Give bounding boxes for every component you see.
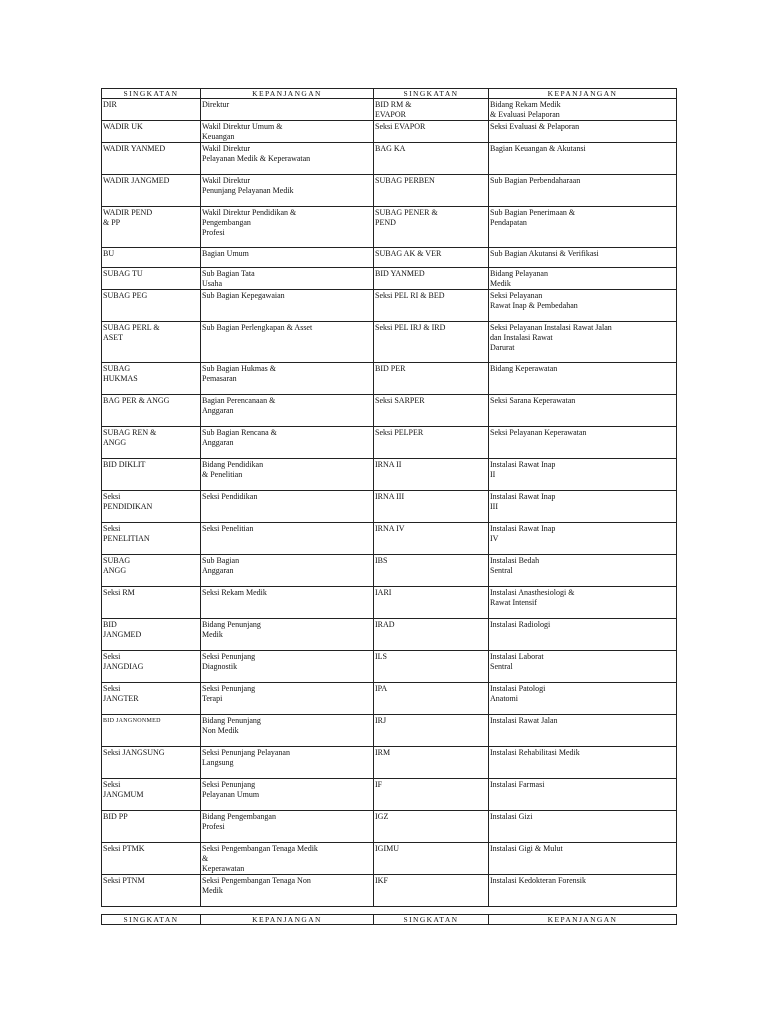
expansion-cell: Instalasi Laborat Sentral: [489, 651, 677, 683]
abbreviation-cell: BID JANGNONMED: [102, 715, 201, 747]
abbreviation-cell: Seksi PENDIDIKAN: [102, 491, 201, 523]
expansion-cell: Bagian Umum: [201, 248, 374, 268]
abbreviation-cell: BU: [102, 248, 201, 268]
header-singkatan-2: SINGKATAN: [374, 915, 489, 925]
abbreviation-cell: Seksi JANGSUNG: [102, 747, 201, 779]
table-row: [102, 268, 677, 290]
expansion-cell: Sub Bagian Perbendaharaan: [489, 175, 677, 207]
expansion-cell: Bidang Pendidikan & Penelitian: [201, 459, 374, 491]
abbreviation-cell: SUBAG ANGG: [102, 555, 201, 587]
expansion-cell: Bidang Pelayanan Medik: [489, 268, 677, 290]
abbreviation-cell: Seksi PEL RI & BED: [374, 290, 489, 322]
expansion-cell: Instalasi Radiologi: [489, 619, 677, 651]
expansion-cell: Bagian Keuangan & Akutansi: [489, 143, 677, 175]
expansion-cell: Instalasi Patologi Anatomi: [489, 683, 677, 715]
expansion-cell: Bidang Penunjang Medik: [201, 619, 374, 651]
abbreviation-cell: BAG KA: [374, 143, 489, 175]
expansion-cell: Bidang Keperawatan: [489, 363, 677, 395]
expansion-cell: Seksi Rekam Medik: [201, 587, 374, 619]
expansion-cell: Instalasi Rawat Inap III: [489, 491, 677, 523]
abbreviation-cell: BID DIKLIT: [102, 459, 201, 491]
abbreviation-cell: BID YANMED: [374, 268, 489, 290]
table-row: [102, 322, 677, 363]
abbreviation-cell: IKF: [374, 875, 489, 907]
abbreviation-cell: SUBAG PERL & ASET: [102, 322, 201, 363]
table-row: [102, 715, 677, 747]
expansion-cell: Bagian Perencanaan & Anggaran: [201, 395, 374, 427]
table-row: [102, 290, 677, 322]
expansion-cell: Sub Bagian Kepegawaian: [201, 290, 374, 322]
abbreviation-cell: SUBAG PENER & PEND: [374, 207, 489, 248]
abbreviation-cell: IBS: [374, 555, 489, 587]
expansion-cell: Seksi Pengembangan Tenaga Non Medik: [201, 875, 374, 907]
expansion-cell: Seksi Penelitian: [201, 523, 374, 555]
abbreviation-cell: SUBAG REN & ANGG: [102, 427, 201, 459]
abbreviation-cell: Seksi PELPER: [374, 427, 489, 459]
abbreviation-cell: IRNA IV: [374, 523, 489, 555]
abbreviation-cell: BID JANGMED: [102, 619, 201, 651]
abbreviation-cell: BID RM & EVAPOR: [374, 99, 489, 121]
abbreviation-cell: IRNA III: [374, 491, 489, 523]
expansion-cell: Seksi Pelayanan Rawat Inap & Pembedahan: [489, 290, 677, 322]
expansion-cell: Seksi Pengembangan Tenaga Medik & Keperawatan: [201, 843, 374, 875]
header-kepanjangan-1: KEPANJANGAN: [201, 915, 374, 925]
abbreviation-cell: IRJ: [374, 715, 489, 747]
expansion-cell: Wakil Direktur Penunjang Pelayanan Medik: [201, 175, 374, 207]
expansion-cell: Sub Bagian Tata Usaha: [201, 268, 374, 290]
abbreviation-cell: Seksi JANGTER: [102, 683, 201, 715]
expansion-cell: Bidang Pengembangan Profesi: [201, 811, 374, 843]
abbreviation-cell: ILS: [374, 651, 489, 683]
expansion-cell: Instalasi Rawat Inap II: [489, 459, 677, 491]
expansion-cell: Wakil Direktur Pendidikan & Pengembangan Profesi: [201, 207, 374, 248]
expansion-cell: Seksi Penunjang Pelayanan Langsung: [201, 747, 374, 779]
abbreviation-cell: BID PP: [102, 811, 201, 843]
expansion-cell: Seksi Penunjang Pelayanan Umum: [201, 779, 374, 811]
expansion-cell: Instalasi Kedokteran Forensik: [489, 875, 677, 907]
table-row: [102, 523, 677, 555]
header-kepanjangan-2: KEPANJANGAN: [489, 915, 677, 925]
abbreviation-cell: WADIR PEND & PP: [102, 207, 201, 248]
abbreviation-cell: IPA: [374, 683, 489, 715]
expansion-cell: Seksi Evaluasi & Pelaporan: [489, 121, 677, 143]
abbreviation-cell: WADIR YANMED: [102, 143, 201, 175]
abbreviation-cell: IRM: [374, 747, 489, 779]
table-row: [102, 427, 677, 459]
expansion-cell: Sub Bagian Perlengkapan & Asset: [201, 322, 374, 363]
table-header-row: [102, 89, 677, 99]
table-row: [102, 491, 677, 523]
abbreviation-cell: SUBAG PEG: [102, 290, 201, 322]
abbreviation-cell: Seksi PEL IRJ & IRD: [374, 322, 489, 363]
expansion-cell: Instalasi Rehabilitasi Medik: [489, 747, 677, 779]
table-row: [102, 619, 677, 651]
header-kepanjangan-1: KEPANJANGAN: [201, 89, 374, 99]
abbreviation-cell: BAG PER & ANGG: [102, 395, 201, 427]
table-row: [102, 121, 677, 143]
abbreviation-cell: SUBAG HUKMAS: [102, 363, 201, 395]
abbreviation-cell: BID PER: [374, 363, 489, 395]
table-row: [102, 555, 677, 587]
table-row: [102, 143, 677, 175]
table-row: [102, 459, 677, 491]
abbreviation-cell: Seksi JANGDIAG: [102, 651, 201, 683]
table-row: [102, 875, 677, 907]
abbreviation-cell: Seksi RM: [102, 587, 201, 619]
abbreviation-cell: DIR: [102, 99, 201, 121]
expansion-cell: Seksi Pendidikan: [201, 491, 374, 523]
expansion-cell: Bidang Penunjang Non Medik: [201, 715, 374, 747]
abbreviation-cell: IGIMU: [374, 843, 489, 875]
abbreviation-cell: Seksi JANGMUM: [102, 779, 201, 811]
abbreviation-cell: IF: [374, 779, 489, 811]
abbreviation-cell: SUBAG AK & VER: [374, 248, 489, 268]
expansion-cell: Wakil Direktur Umum & Keuangan: [201, 121, 374, 143]
abbreviation-cell: Seksi EVAPOR: [374, 121, 489, 143]
abbreviation-cell: Seksi PTNM: [102, 875, 201, 907]
table-row: [102, 683, 677, 715]
expansion-cell: Direktur: [201, 99, 374, 121]
table-row: [102, 207, 677, 248]
table-row: [102, 363, 677, 395]
abbreviation-cell: IRNA II: [374, 459, 489, 491]
abbreviation-cell: IRAD: [374, 619, 489, 651]
expansion-cell: Sub Bagian Anggaran: [201, 555, 374, 587]
expansion-cell: Instalasi Gigi & Mulut: [489, 843, 677, 875]
expansion-cell: Bidang Rekam Medik & Evaluasi Pelaporan: [489, 99, 677, 121]
expansion-cell: Sub Bagian Rencana & Anggaran: [201, 427, 374, 459]
abbreviation-cell: IARI: [374, 587, 489, 619]
table-row: [102, 651, 677, 683]
abbreviation-cell: SUBAG TU: [102, 268, 201, 290]
table-row: [102, 248, 677, 268]
expansion-cell: Sub Bagian Hukmas & Pemasaran: [201, 363, 374, 395]
expansion-cell: Instalasi Rawat Jalan: [489, 715, 677, 747]
expansion-cell: Sub Bagian Penerimaan & Pendapatan: [489, 207, 677, 248]
header-kepanjangan-2: KEPANJANGAN: [489, 89, 677, 99]
expansion-cell: Seksi Sarana Keperawatan: [489, 395, 677, 427]
abbreviation-cell: IGZ: [374, 811, 489, 843]
abbreviation-cell: Seksi PENELITIAN: [102, 523, 201, 555]
header-singkatan-2: SINGKATAN: [374, 89, 489, 99]
expansion-cell: Instalasi Bedah Sentral: [489, 555, 677, 587]
expansion-cell: Sub Bagian Akutansi & Verifikasi: [489, 248, 677, 268]
expansion-cell: Instalasi Anasthesiologi & Rawat Intensif: [489, 587, 677, 619]
table-row: [102, 843, 677, 875]
abbreviation-cell: Seksi PTMK: [102, 843, 201, 875]
table-row: [102, 587, 677, 619]
header-singkatan-1: SINGKATAN: [102, 89, 201, 99]
expansion-cell: Seksi Pelayanan Instalasi Rawat Jalan dan Instalasi Rawat Darurat: [489, 322, 677, 363]
expansion-cell: Seksi Pelayanan Keperawatan: [489, 427, 677, 459]
table-row: [102, 99, 677, 121]
abbreviation-table-continued: [101, 914, 677, 925]
expansion-cell: Seksi Penunjang Diagnostik: [201, 651, 374, 683]
table-row: [102, 175, 677, 207]
header-singkatan-1: SINGKATAN: [102, 915, 201, 925]
abbreviation-cell: Seksi SARPER: [374, 395, 489, 427]
table-row: [102, 811, 677, 843]
table-header-row: [102, 915, 677, 925]
abbreviation-table: [101, 88, 677, 907]
abbreviation-cell: WADIR JANGMED: [102, 175, 201, 207]
expansion-cell: Instalasi Rawat Inap IV: [489, 523, 677, 555]
expansion-cell: Seksi Penunjang Terapi: [201, 683, 374, 715]
table-row: [102, 747, 677, 779]
table-row: [102, 779, 677, 811]
table-row: [102, 395, 677, 427]
abbreviation-cell: SUBAG PERBEN: [374, 175, 489, 207]
expansion-cell: Wakil Direktur Pelayanan Medik & Keperawatan: [201, 143, 374, 175]
abbreviation-cell: WADIR UK: [102, 121, 201, 143]
expansion-cell: Instalasi Gizi: [489, 811, 677, 843]
expansion-cell: Instalasi Farmasi: [489, 779, 677, 811]
